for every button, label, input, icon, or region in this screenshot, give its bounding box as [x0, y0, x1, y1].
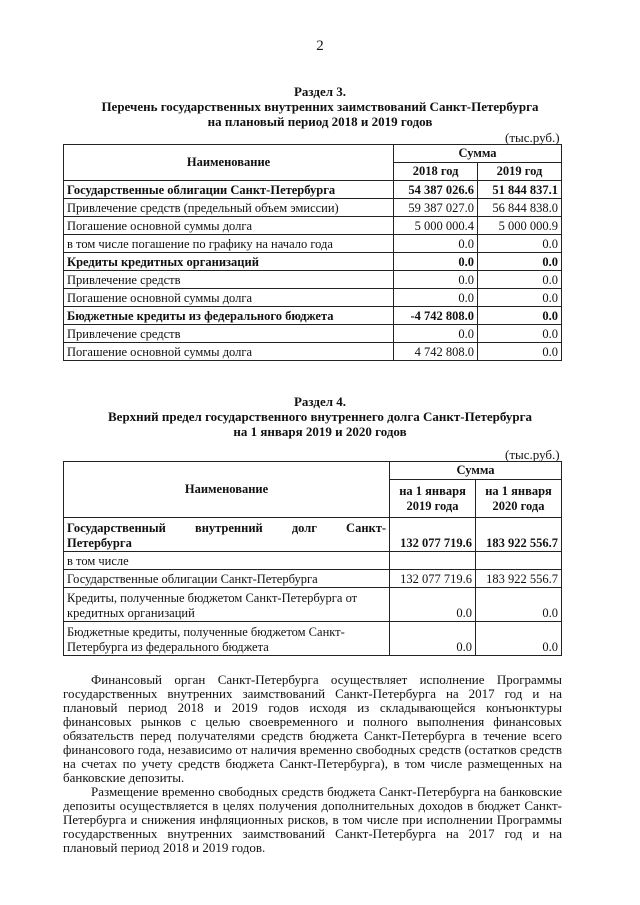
row-value-2018: 0.0 [394, 253, 478, 271]
row-value-2018: 0.0 [394, 235, 478, 253]
row-value-2019: 132 077 719.6 [390, 570, 476, 588]
section3-title-line1: Перечень государственных внутренних заимствований Санкт-Петербурга [101, 99, 539, 114]
row-name: Погашение основной суммы долга [64, 343, 394, 361]
section4-unit: (тыс.руб.) [505, 447, 560, 462]
col-header-sum: Сумма [394, 145, 562, 163]
row-name [64, 622, 390, 656]
row-name-line1: Государственный внутренний долг Санкт- [67, 521, 387, 535]
row-name: Кредиты кредитных организаций [64, 253, 394, 271]
col-header-2020-line2: 2020 года [492, 498, 545, 513]
row-value-2018: -4 742 808.0 [394, 307, 478, 325]
table-row [64, 552, 562, 570]
row-value-2019: 0.0 [478, 271, 562, 289]
table-row [64, 181, 562, 199]
paragraph-2: Размещение временно свободных средств бюджета Санкт-Петербурга на банковские депозиты осуществляется в целях получения дополнительных доходов в бюджет Санкт-Петербурга и снижения инфляционных рисков, в том числе при исполнении Программы государственных внутренних заимствований Санкт-Петербурга на 2017 год и на плановый период 2018 и 2019 годов. [63, 784, 562, 855]
col-header-2020-line1: на 1 января [485, 483, 552, 498]
row-name: в том числе [64, 552, 390, 570]
row-value-2019: 0.0 [478, 307, 562, 325]
row-value-2020: 0.0 [476, 622, 562, 656]
row-value-2020: 183 922 556.7 [476, 570, 562, 588]
table-row [64, 271, 562, 289]
col-header-name: Наименование [64, 145, 394, 181]
row-value-2019 [390, 552, 476, 570]
table-row [64, 343, 562, 361]
row-value-2019: 0.0 [478, 253, 562, 271]
table-row [64, 570, 562, 588]
row-name: в том числе погашение по графику на начало года [64, 235, 394, 253]
row-value-2018: 0.0 [394, 271, 478, 289]
col-header-2020 [476, 480, 562, 518]
col-header-2019-line1: на 1 января [399, 483, 466, 498]
row-name [64, 518, 390, 552]
col-header-2019: 2019 год [478, 163, 562, 181]
body-text [63, 673, 562, 855]
table-row [64, 199, 562, 217]
row-value-2019: 51 844 837.1 [478, 181, 562, 199]
row-name-line1: Кредиты, полученные бюджетом Санкт-Петербурга от [67, 591, 358, 605]
table-row [64, 325, 562, 343]
row-name: Привлечение средств [64, 325, 394, 343]
row-value-2018: 0.0 [394, 289, 478, 307]
row-value-2018: 4 742 808.0 [394, 343, 478, 361]
row-name: Привлечение средств (предельный объем эмиссии) [64, 199, 394, 217]
row-value-2019: 0.0 [478, 343, 562, 361]
section3-heading: Раздел 3. [293, 84, 347, 99]
row-value-2019: 0.0 [478, 289, 562, 307]
row-name: Привлечение средств [64, 271, 394, 289]
col-header-2019 [390, 480, 476, 518]
section4-title-line2: на 1 января 2019 и 2020 годов [233, 424, 407, 439]
row-value-2018: 0.0 [394, 325, 478, 343]
table-row [64, 622, 562, 656]
row-name-line1: Бюджетные кредиты, полученные бюджетом Санкт- [67, 625, 345, 639]
row-name: Погашение основной суммы долга [64, 217, 394, 235]
row-value-2019: 0.0 [478, 235, 562, 253]
section3-unit: (тыс.руб.) [505, 130, 560, 145]
table-row [64, 235, 562, 253]
section4-heading: Раздел 4. [293, 394, 347, 409]
col-header-2018: 2018 год [394, 163, 478, 181]
col-header-2019-line2: 2019 года [406, 498, 459, 513]
row-value-2020: 0.0 [476, 588, 562, 622]
table-row [64, 289, 562, 307]
row-value-2020: 183 922 556.7 [476, 518, 562, 552]
paragraph-1: Финансовый орган Санкт-Петербурга осуществляет исполнение Программы государственных внутренних заимствований Санкт-Петербурга на 2017 год и на плановый период 2018 и 2019 годов исходя из складывающейся конъюнктуры финансовых рынков с целью своевременного и полного выполнения финансовых обязательств перед получателями средств бюджета Санкт-Петербурга в течение всего финансового года, независимо от наличия временно свободных средств (остатков средств на счетах по учету средств бюджета Санкт-Петербурга), в том числе размещенных на банковские депозиты. [63, 672, 562, 785]
row-value-2020 [476, 552, 562, 570]
table-row [64, 588, 562, 622]
row-value-2019: 132 077 719.6 [390, 518, 476, 552]
col-header-name: Наименование [64, 462, 390, 518]
borrowings-table [63, 144, 562, 361]
row-name: Государственные облигации Санкт-Петербурга [64, 570, 390, 588]
row-name-line2: кредитных организаций [67, 606, 195, 620]
row-name-line2: Петербурга из федерального бюджета [67, 640, 269, 654]
table-row [64, 307, 562, 325]
row-name: Государственные облигации Санкт-Петербурга [64, 181, 394, 199]
row-name: Бюджетные кредиты из федерального бюджета [64, 307, 394, 325]
section3-title-line2: на плановый период 2018 и 2019 годов [207, 114, 433, 129]
row-value-2019: 0.0 [478, 325, 562, 343]
row-name: Погашение основной суммы долга [64, 289, 394, 307]
table-row [64, 518, 562, 552]
section4-title-line1: Верхний предел государственного внутреннего долга Санкт-Петербурга [108, 409, 532, 424]
row-name-line2: Петербурга [67, 536, 132, 550]
row-value-2019: 0.0 [390, 588, 476, 622]
row-value-2018: 5 000 000.4 [394, 217, 478, 235]
debt-limit-table [63, 461, 562, 656]
page-number: 2 [316, 38, 324, 54]
row-value-2019: 0.0 [390, 622, 476, 656]
col-header-sum: Сумма [390, 462, 562, 480]
row-value-2018: 59 387 027.0 [394, 199, 478, 217]
table-row [64, 217, 562, 235]
row-name [64, 588, 390, 622]
row-value-2019: 5 000 000.9 [478, 217, 562, 235]
table-row [64, 253, 562, 271]
row-value-2019: 56 844 838.0 [478, 199, 562, 217]
row-value-2018: 54 387 026.6 [394, 181, 478, 199]
